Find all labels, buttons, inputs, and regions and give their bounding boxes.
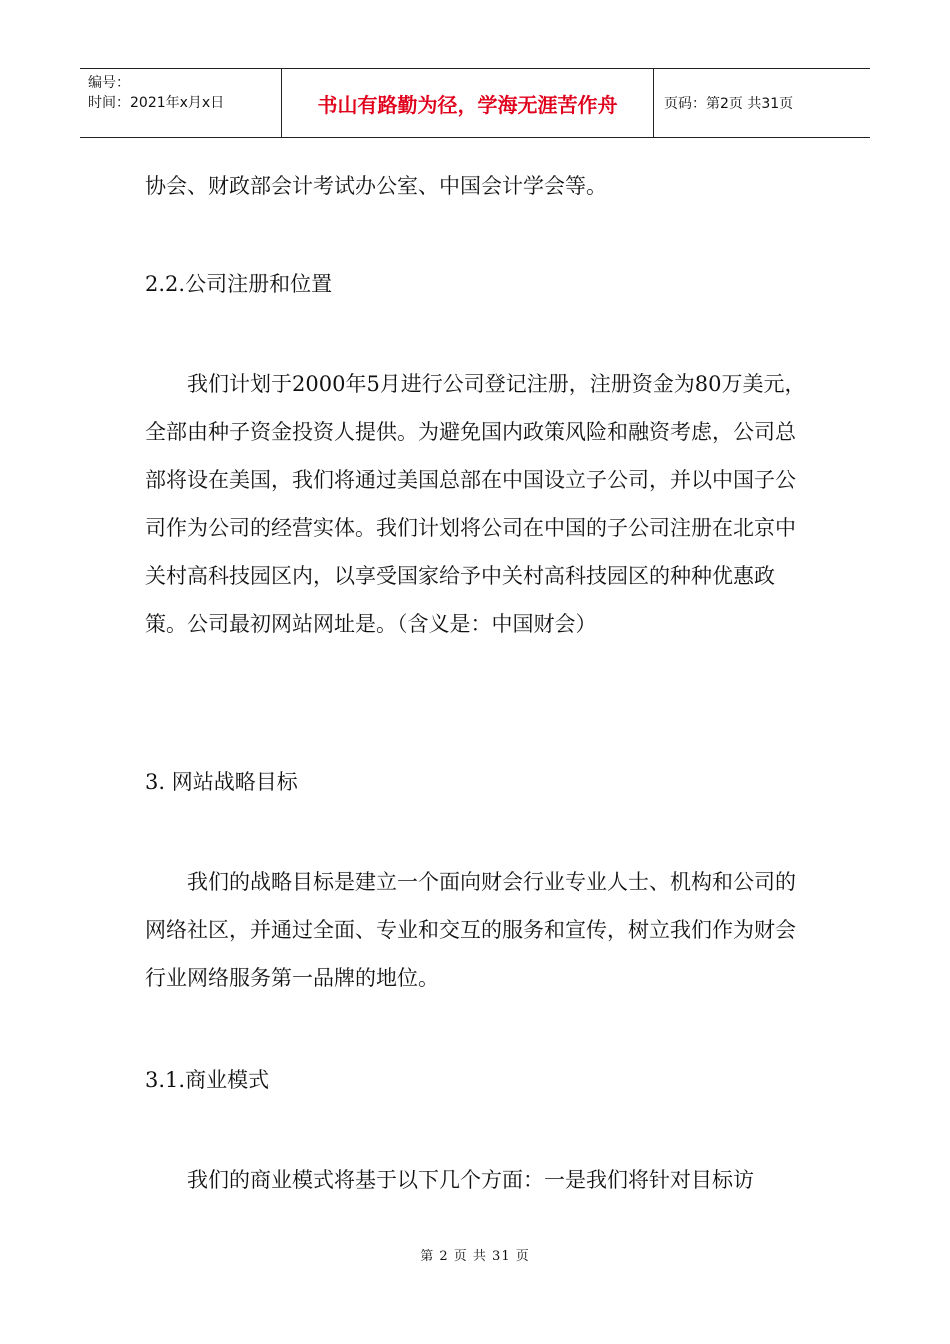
- paragraph-registration: 我们计划于2000年5月进行公司登记注册，注册资金为80万美元，全部由种子资金投资人提供。为避免国内政策风险和融资考虑，公司总部将设在美国，我们将通过美国总部在中国设立子公司，并以中国子公司作为公司的经营实体。我们计划将公司在中国的子公司注册在北京中关村高科技园区内，以享受国家给予中关村高科技园区的种种优惠政策。公司最初网站网址是。（含义是：中国财会）: [145, 372, 806, 636]
- header-meta-cell: [80, 69, 282, 137]
- document-date-label: 时间：2021年x月x日: [88, 95, 225, 111]
- paragraph-strategy: 我们的战略目标是建立一个面向财会行业专业人士、机构和公司的网络社区，并通过全面、专业和交互的服务和宣传，树立我们作为财会行业网络服务第一品牌的地位。: [145, 870, 796, 990]
- section-heading-3: 3. 网站战略目标: [145, 770, 298, 794]
- document-header: [80, 68, 870, 138]
- paragraph-continued: 协会、财政部会计考试办公室、中国会计学会等。: [145, 174, 607, 198]
- paragraph-business-model: 我们的商业模式将基于以下几个方面：一是我们将针对目标访: [187, 1168, 754, 1192]
- header-motto: 书山有路勤为径，学海无涯苦作舟: [282, 69, 654, 137]
- document-number-label: 编号：: [88, 75, 130, 91]
- section-heading-3-1: 3.1.商业模式: [145, 1068, 270, 1092]
- header-page-label: 页码：第2页 共31页: [664, 96, 794, 112]
- section-heading-2-2: 2.2.公司注册和位置: [145, 272, 333, 296]
- page-footer: 第 2 页 共 31 页: [420, 1249, 530, 1264]
